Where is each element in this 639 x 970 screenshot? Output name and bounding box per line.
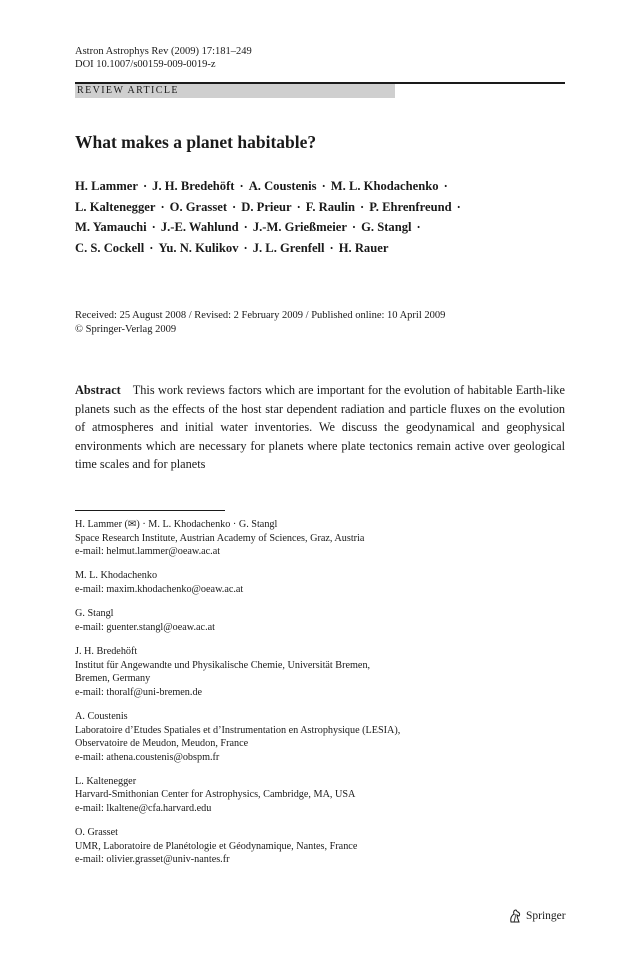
author-name: A. Coustenis (248, 179, 317, 193)
author-separator: · (351, 220, 357, 234)
author-separator: · (142, 179, 148, 193)
author-separator: · (232, 199, 237, 214)
author-name: P. Ehrenfreund (369, 199, 452, 214)
author-separator: · (443, 179, 448, 193)
author-separator: · (321, 179, 326, 193)
author-separator: · (149, 240, 154, 255)
author-separator: · (329, 240, 334, 255)
affiliation-line: e-mail: thoralf@uni-bremen.de (75, 686, 203, 698)
author-name: G. Stangl (361, 220, 412, 234)
affiliation-line: Institut für Angewandte und Physikalische Chemie, Universität Bremen, (75, 659, 371, 671)
author-name: O. Grasset (169, 199, 228, 214)
author-separator: · (239, 179, 244, 193)
author-name: H. Lammer (75, 179, 138, 193)
journal-doi: DOI 10.1007/s00159-009-0019-z (75, 59, 216, 70)
author-name: F. Raulin (305, 199, 356, 214)
springer-horse-icon (507, 908, 523, 924)
affiliation-line: e-mail: lkaltene@cfa.harvard.edu (75, 803, 212, 815)
author-line (75, 217, 565, 238)
author-name: J.-M. Grießmeier (252, 220, 347, 234)
affiliation-line: A. Coustenis (75, 710, 128, 722)
affiliation-line: H. Lammer (✉) · M. L. Khodachenko · G. Stangl (75, 519, 278, 530)
author-separator: · (416, 220, 421, 234)
author-list (75, 176, 565, 258)
article-type-bar (75, 84, 395, 98)
affiliation-line: Observatoire de Meudon, Meudon, France (75, 738, 249, 750)
affiliation-line: e-mail: guenter.stangl@oeaw.ac.at (75, 621, 215, 633)
affiliation-block (75, 775, 565, 816)
author-separator: · (243, 220, 248, 234)
author-name: J. L. Grenfell (252, 240, 325, 255)
affiliation-line: e-mail: athena.coustenis@obspm.fr (75, 751, 220, 763)
author-separator: · (243, 240, 248, 255)
journal-header (75, 45, 252, 71)
author-name: J. H. Bredehöft (152, 179, 235, 193)
affiliation-line: Laboratoire d’Etudes Spatiales et d’Instrumentation en Astrophysique (LESIA), (75, 724, 401, 736)
author-separator: · (160, 199, 165, 214)
author-name: D. Prieur (241, 199, 292, 214)
article-title: What makes a planet habitable? (75, 132, 317, 152)
affiliation-block (75, 569, 565, 596)
publication-history (75, 309, 445, 337)
publisher-logo (507, 908, 566, 924)
abstract-label: Abstract (75, 383, 121, 397)
abstract-text: This work reviews factors which are important for the evolution of habitable Earth-like planets such as the effects of the host star dependent radiation and particle fluxes on the evolution of atmospheres and initial water inventories. We discuss the geodynamical and geophysical environments which are necessary for planets where plate tectonics remain active over geological time scales and for planets (75, 383, 565, 471)
footnote-rule (75, 510, 225, 511)
affiliation-block (75, 607, 565, 634)
affiliation-block (75, 518, 565, 559)
author-name: H. Rauer (338, 240, 389, 255)
affiliation-line: Space Research Institute, Austrian Academy of Sciences, Graz, Austria (75, 532, 365, 544)
publisher-name: Springer (526, 910, 566, 922)
journal-citation: Astron Astrophys Rev (2009) 17:181–249 (75, 46, 252, 57)
author-name: L. Kaltenegger (75, 199, 156, 214)
affiliation-block (75, 710, 565, 764)
author-name: Yu. N. Kulikov (158, 240, 239, 255)
affiliations (75, 518, 565, 878)
author-name: M. Yamauchi (75, 220, 147, 234)
publication-dates: Received: 25 August 2008 / Revised: 2 February 2009 / Published online: 10 April 2009 (75, 310, 446, 321)
affiliation-line: M. L. Khodachenko (75, 570, 158, 582)
author-line (75, 238, 565, 259)
affiliation-line: e-mail: olivier.grasset@univ-nantes.fr (75, 854, 230, 866)
affiliation-line: e-mail: helmut.lammer@oeaw.ac.at (75, 546, 221, 558)
article-type-label: REVIEW ARTICLE (77, 85, 179, 96)
affiliation-block (75, 645, 565, 699)
affiliation-line: G. Stangl (75, 608, 114, 620)
affiliation-block (75, 826, 565, 867)
copyright-notice: © Springer-Verlag 2009 (75, 324, 177, 335)
affiliation-line: J. H. Bredehöft (75, 645, 138, 657)
author-separator: · (360, 199, 365, 214)
abstract (75, 381, 565, 474)
author-name: C. S. Cockell (75, 240, 145, 255)
affiliation-line: UMR, Laboratoire de Planétologie et Géodynamique, Nantes, France (75, 840, 358, 852)
affiliation-line: e-mail: maxim.khodachenko@oeaw.ac.at (75, 583, 244, 595)
author-separator: · (151, 220, 156, 234)
author-name: M. L. Khodachenko (330, 179, 439, 193)
author-line (75, 176, 565, 197)
author-separator: · (296, 199, 301, 214)
affiliation-line: L. Kaltenegger (75, 775, 137, 787)
affiliation-line: Harvard-Smithonian Center for Astrophysics, Cambridge, MA, USA (75, 789, 356, 801)
affiliation-line: O. Grasset (75, 827, 119, 839)
author-line (75, 197, 565, 218)
author-separator: · (456, 199, 461, 214)
affiliation-line: Bremen, Germany (75, 673, 151, 685)
author-name: J.-E. Wahlund (160, 220, 239, 234)
